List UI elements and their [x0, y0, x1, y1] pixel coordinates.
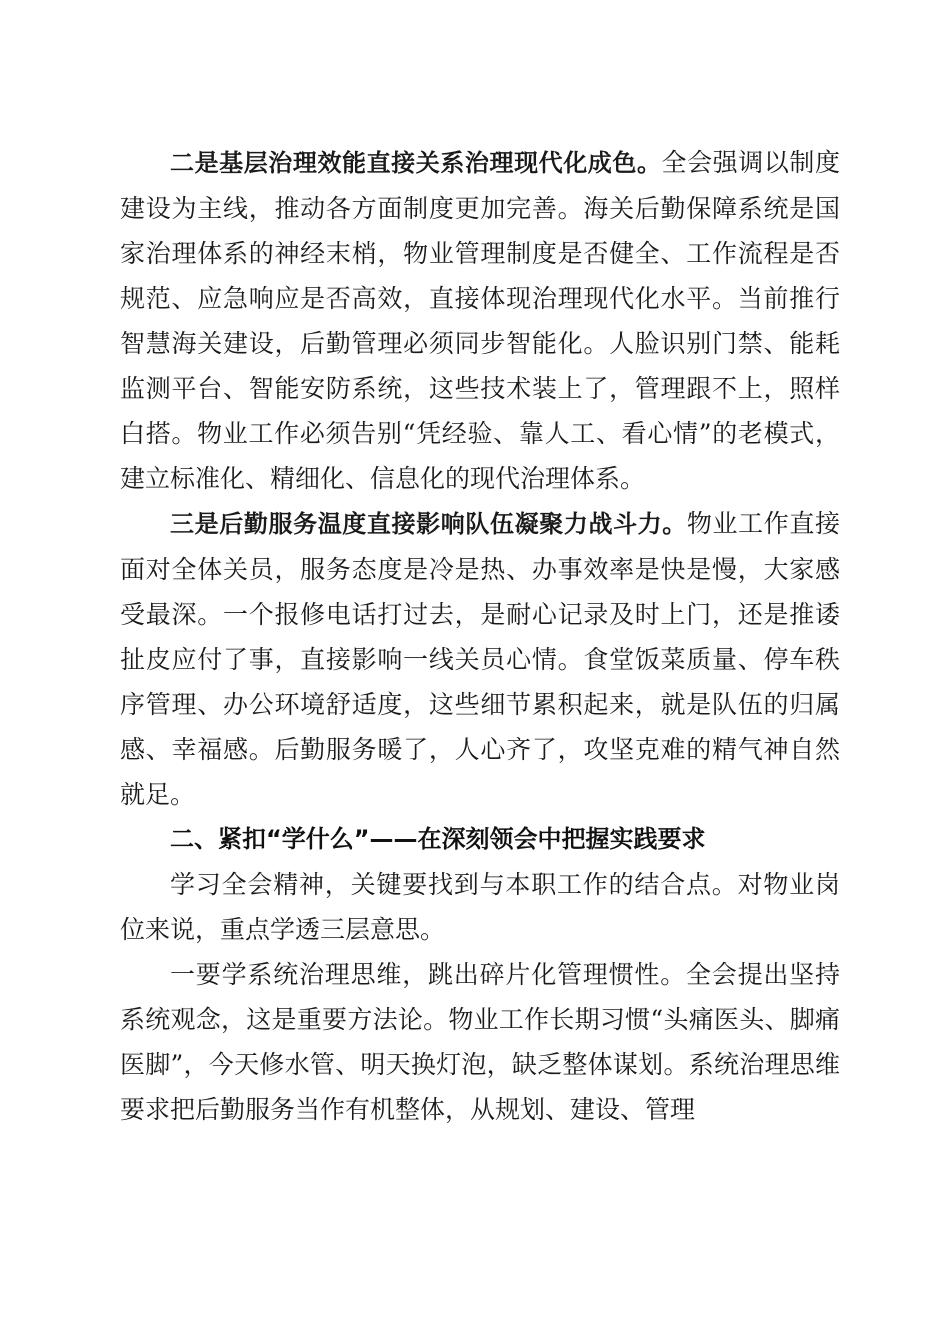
- paragraph-lead: 二是基层治理效能直接关系治理现代化成色。: [170, 149, 662, 177]
- paragraph-governance-efficiency: [120, 140, 840, 501]
- point-one-paragraph: 一要学系统治理思维，跳出碎片化管理惯性。全会提出坚持系统观念，这是重要方法论。物业工作长期习惯“头痛医头、脚痛医脚”，今天修水管、明天换灯泡，缺乏整体谋划。系统治理思维要求把后勤服务当作有机整体，从规划、建设、管理: [120, 960, 840, 1124]
- paragraph-text: 物业工作直接面对全体关员，服务态度是冷是热、办事效率是快是慢，大家感受最深。一个报修电话打过去，是耐心记录及时上门，还是推诿扯皮应付了事，直接影响一线关员心情。食堂饭菜质量、停车秩序管理、办公环境舒适度，这些细节累积起来，就是队伍的归属感、幸福感。后勤服务暖了，人心齐了，攻坚克难的精气神自然就足。: [120, 509, 840, 809]
- document-body: [120, 140, 840, 1132]
- intro-paragraph: 学习全会精神，关键要找到与本职工作的结合点。对物业岗位来说，重点学透三层意思。: [120, 870, 840, 944]
- section-heading: 二、紧扣“学什么”——在深刻领会中把握实践要求: [170, 825, 706, 853]
- paragraph-service-warmth: [120, 501, 840, 817]
- paragraph-text: 全会强调以制度建设为主线，推动各方面制度更加完善。海关后勤保障系统是国家治理体系的神经末梢，物业管理制度是否健全、工作流程是否规范、应急响应是否高效，直接体现治理现代化水平。当前推行智慧海关建设，后勤管理必须同步智能化。人脸识别门禁、能耗监测平台、智能安防系统，这些技术装上了，管理跟不上，照样白搭。物业工作必须告别“凭经验、靠人工、看心情”的老模式，建立标准化、精细化、信息化的现代治理体系。: [120, 148, 840, 493]
- paragraph-lead: 三是后勤服务温度直接影响队伍凝聚力战斗力。: [170, 510, 687, 538]
